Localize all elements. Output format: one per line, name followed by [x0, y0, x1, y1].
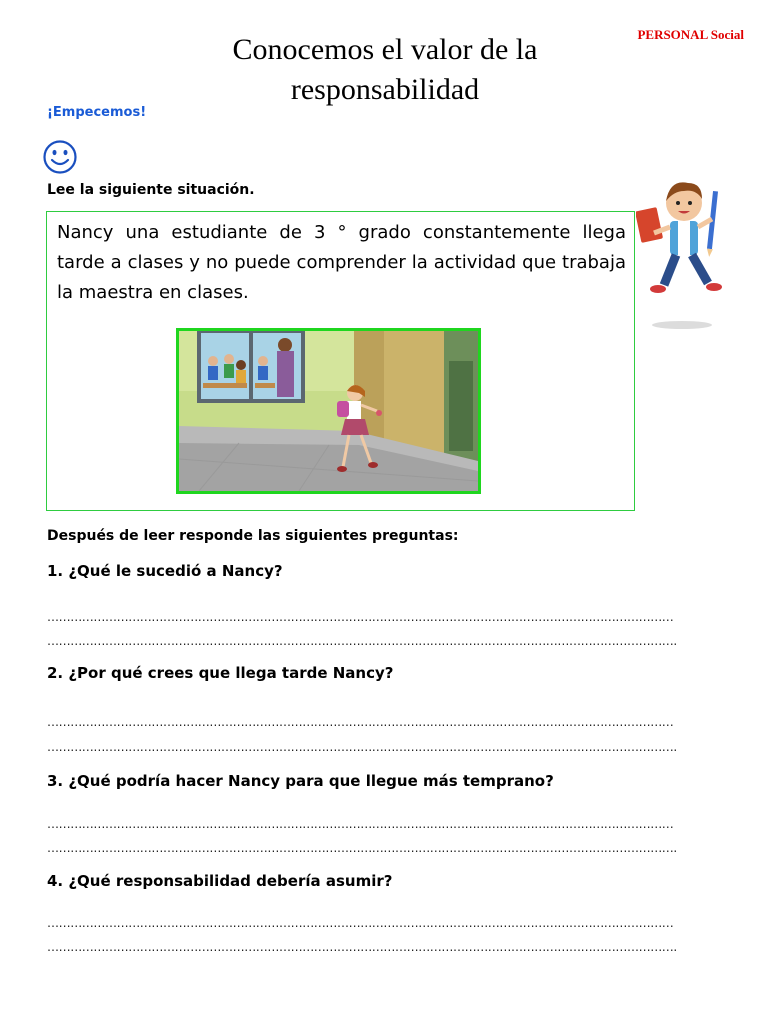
question-3: 3. ¿Qué podría hacer Nancy para que llegue más temprano?	[47, 772, 554, 790]
answer-line[interactable]: ……………………………………………………………………………………………………………………………………………….	[47, 841, 677, 855]
start-label: ¡Empecemos!	[47, 105, 147, 120]
answer-line[interactable]: ………………………………………………………………………………………………………………………………………………	[47, 817, 674, 831]
late-student-illustration	[176, 328, 481, 494]
title-line-2: responsabilidad	[290, 73, 480, 106]
answer-line[interactable]: ……………………………………………………………………………………………………………………………………………….	[47, 940, 677, 954]
situation-box	[46, 211, 635, 511]
subject-tag: PERSONAL Social	[637, 27, 744, 42]
running-boy-illustration	[636, 175, 728, 333]
page-title	[150, 30, 620, 110]
answer-line[interactable]: ………………………………………………………………………………………………………………………………………………	[47, 715, 674, 729]
answer-line[interactable]: ………………………………………………………………………………………………………………………………………………	[47, 610, 674, 624]
answer-line[interactable]: ………………………………………………………………………………………………………………………………………………	[47, 916, 674, 930]
instruction-text: Lee la siguiente situación.	[47, 182, 255, 198]
question-1: 1. ¿Qué le sucedió a Nancy?	[47, 562, 283, 580]
situation-text: Nancy una estudiante de 3 ° grado constantemente llega tarde a clases y no puede comprender la actividad que trabaja la maestra en clases.	[57, 222, 626, 303]
answer-line[interactable]: ……………………………………………………………………………………………………………………………………………….	[47, 634, 677, 648]
question-2: 2. ¿Por qué crees que llega tarde Nancy?	[47, 664, 394, 682]
title-line-1: Conocemos el valor de la	[232, 33, 538, 66]
question-4: 4. ¿Qué responsabilidad debería asumir?	[47, 872, 393, 890]
questions-intro: Después de leer responde las siguientes preguntas:	[47, 528, 459, 544]
smiley-face-icon	[42, 139, 78, 175]
answer-line[interactable]: ……………………………………………………………………………………………………………………………………………….	[47, 740, 677, 754]
